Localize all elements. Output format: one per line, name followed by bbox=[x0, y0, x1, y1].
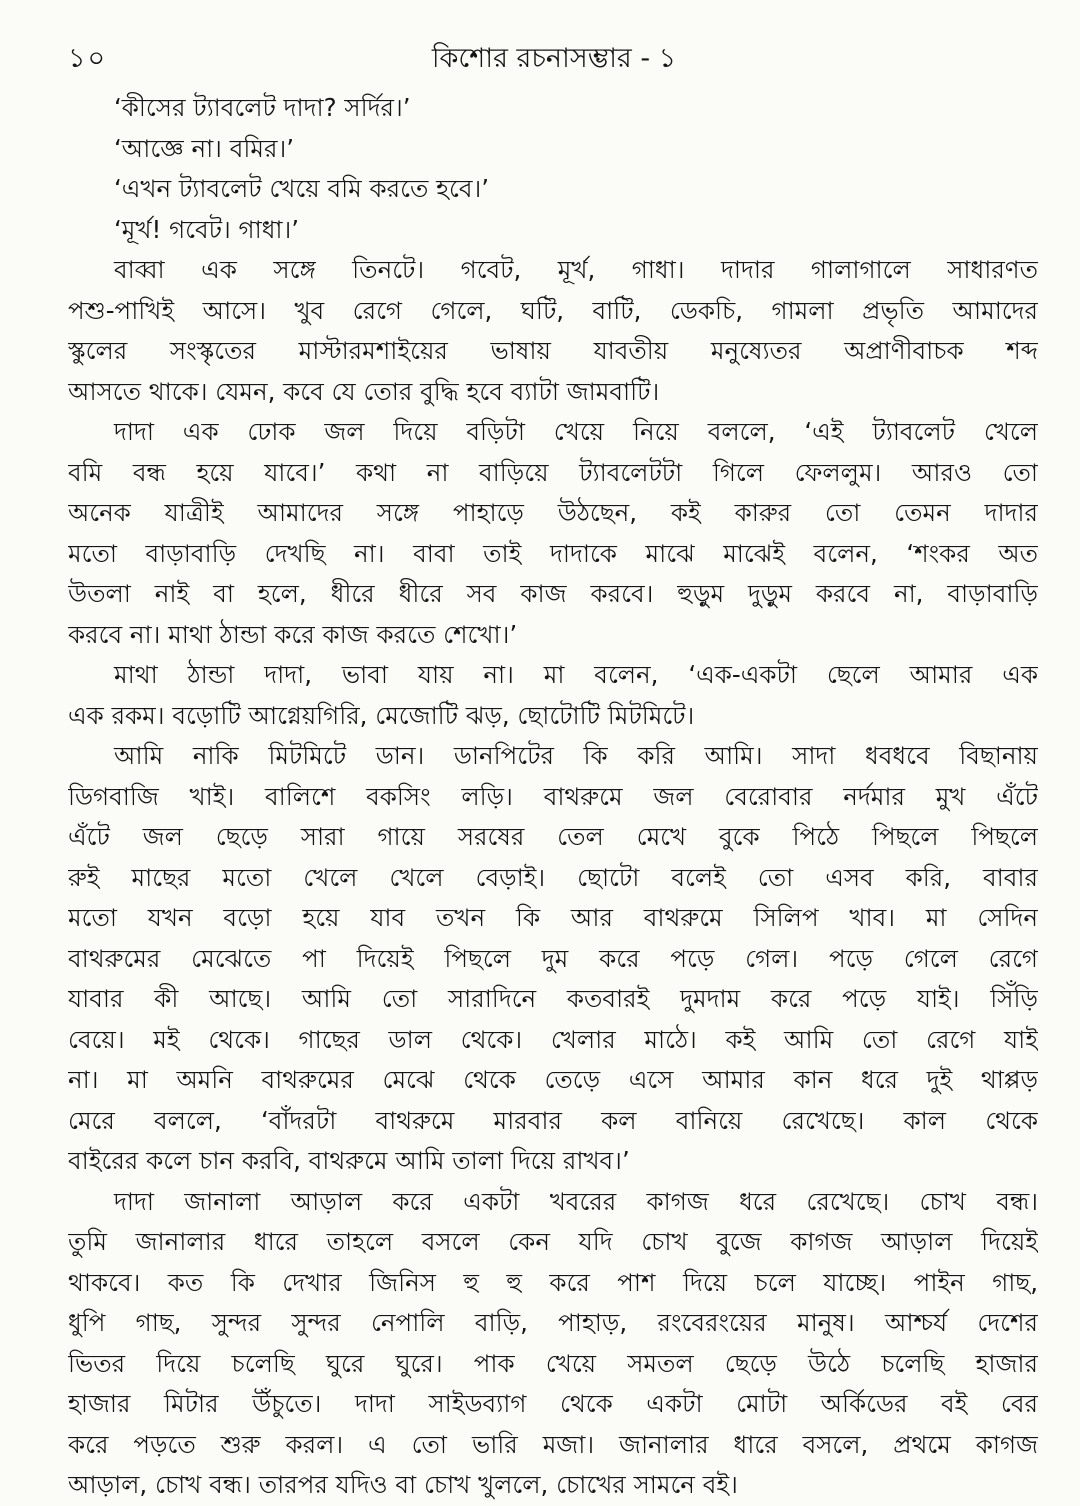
text-line: বমি বন্ধ হয়ে যাবে।’ কথা না বাড়িয়ে ট্যাবলেটটা গিলে ফেললুম। আরও তো bbox=[68, 457, 1038, 487]
text-line: তুমি জানালার ধারে তাহলে বসলে কেন যদি চোখ বুজে কাগজ আড়াল দিয়েই bbox=[68, 1227, 1038, 1256]
text-line: আমি নাকি মিটমিটে ডান। ডানপিটের কি করি আমি। সাদা ধবধবে বিছানায় bbox=[114, 741, 1038, 770]
text-line: হাজার মিটার উঁচুতে। দাদা সাইডব্যাগ থেকে একটা মোটা অর্কিডের বই বের bbox=[68, 1389, 1038, 1418]
text-line: আসতে থাকে। যেমন, কবে যে তোর বুদ্ধি হবে ব্যাটা জামবাটি। bbox=[68, 376, 660, 406]
text-line: করে পড়তে শুরু করল। এ তো ভারি মজা। জানালার ধারে বসলে, প্রথমে কাগজ bbox=[68, 1429, 1038, 1459]
text-line: মতো যখন বড়ো হয়ে যাব তখন কি আর বাথরুমে সিলিপ খাব। মা সেদিন bbox=[68, 903, 1038, 932]
text-line: পশু-পাখিই আসে। খুব রেগে গেলে, ঘটি, বাটি, ডেকচি, গামলা প্রভৃতি আমাদের bbox=[68, 295, 1038, 325]
text-line: অনেক যাত্রীই আমাদের সঙ্গে পাহাড়ে উঠছেন, কই কারুর তো তেমন দাদার bbox=[68, 498, 1038, 527]
text-line: এক রকম। বড়োটি আগ্নেয়গিরি, মেজোটি ঝড়, ছোটোটি মিটমিটে। bbox=[68, 700, 695, 730]
text-line: না। মা অমনি বাথরুমের মেঝে থেকে তেড়ে এসে আমার কান ধরে দুই থাপ্পড় bbox=[68, 1065, 1038, 1094]
page-number: ১০ bbox=[68, 43, 108, 74]
running-title: কিশোর রচনাসম্ভার - ১ bbox=[431, 43, 677, 74]
text-line: এঁটে জল ছেড়ে সারা গায়ে সরষের তেল মেখে বুকে পিঠে পিছলে পিছলে bbox=[68, 822, 1038, 851]
text-line: মাথা ঠান্ডা দাদা, ভাবা যায় না। মা বলেন, ‘এক-একটা ছেলে আমার এক bbox=[114, 660, 1038, 689]
text-line: ‘মূর্খ! গবেট। গাধা।’ bbox=[114, 214, 300, 244]
text-line: মেরে বললে, ‘বাঁদরটা বাথরুমে মারবার কল বানিয়ে রেখেছে। কাল থেকে bbox=[68, 1105, 1038, 1135]
text-line: বাথরুমের মেঝেতে পা দিয়েই পিছলে দুম করে পড়ে গেল। পড়ে গেলে রেগে bbox=[68, 943, 1038, 973]
text-line: বেয়ে। মই থেকে। গাছের ডাল থেকে। খেলার মাঠে। কই আমি তো রেগে যাই bbox=[68, 1024, 1038, 1054]
text-line: বাইরের কলে চান করবি, বাথরুমে আমি তালা দিয়ে রাখব।’ bbox=[68, 1146, 630, 1175]
text-line: বাব্বা এক সঙ্গে তিনটে। গবেট, মূর্খ, গাধা। দাদার গালাগালে সাধারণত bbox=[114, 255, 1038, 284]
text-line: আড়াল, চোখ বন্ধ। তারপর যদিও বা চোখ খুললে, চোখের সামনে বই। bbox=[68, 1470, 738, 1499]
text-line: উতলা নাই বা হলে, ধীরে ধীরে সব কাজ করবে। হুড়ুম দুড়ুম করবে না, বাড়াবাড়ি bbox=[68, 579, 1038, 608]
text-line: যাবার কী আছে। আমি তো সারাদিনে কতবারই দুমদাম করে পড়ে যাই। সিঁড়ি bbox=[68, 984, 1038, 1013]
text-line: স্কুলের সংস্কৃতের মাস্টারমশাইয়ের ভাষায় যাবতীয় মনুষ্যেতর অপ্রাণীবাচক শব্দ bbox=[68, 336, 1038, 365]
text-line: ‘কীসের ট্যাবলেট দাদা? সর্দির।’ bbox=[114, 93, 411, 122]
text-line: ‘এখন ট্যাবলেট খেয়ে বমি করতে হবে।’ bbox=[114, 174, 490, 203]
text-line: দাদা এক ঢোক জল দিয়ে বড়িটা খেয়ে নিয়ে বললে, ‘এই ট্যাবলেট খেলে bbox=[114, 417, 1038, 446]
text-line: দাদা জানালা আড়াল করে একটা খবরের কাগজ ধরে রেখেছে। চোখ বন্ধ। bbox=[114, 1186, 1038, 1216]
page-header bbox=[68, 30, 1040, 82]
text-line: মতো বাড়াবাড়ি দেখছি না। বাবা তাই দাদাকে মাঝে মাঝেই বলেন, ‘শংকর অত bbox=[68, 538, 1038, 568]
body-text bbox=[68, 88, 1040, 1506]
text-line: রুই মাছের মতো খেলে খেলে বেড়াই। ছোটো বলেই তো এসব করি, বাবার bbox=[68, 862, 1038, 892]
text-line: করবে না। মাথা ঠান্ডা করে কাজ করতে শেখো।’ bbox=[68, 619, 518, 649]
text-line: ডিগবাজি খাই। বালিশে বকসিং লড়ি। বাথরুমে জল বেরোবার নর্দমার মুখ এঁটে bbox=[68, 781, 1038, 811]
text-line: ভিতর দিয়ে চলেছি ঘুরে ঘুরে। পাক খেয়ে সমতল ছেড়ে উঠে চলেছি হাজার bbox=[68, 1348, 1038, 1378]
text-line: থাকবে। কত কি দেখার জিনিস হু হু করে পাশ দিয়ে চলে যাচ্ছে। পাইন গাছ, bbox=[68, 1267, 1038, 1297]
text-line: ‘আজ্ঞে না। বমির।’ bbox=[114, 133, 294, 163]
text-line: ধুপি গাছ, সুন্দর সুন্দর নেপালি বাড়ি, পাহাড়, রংবেরংয়ের মানুষ। আশ্চর্য দেশের bbox=[68, 1308, 1038, 1337]
